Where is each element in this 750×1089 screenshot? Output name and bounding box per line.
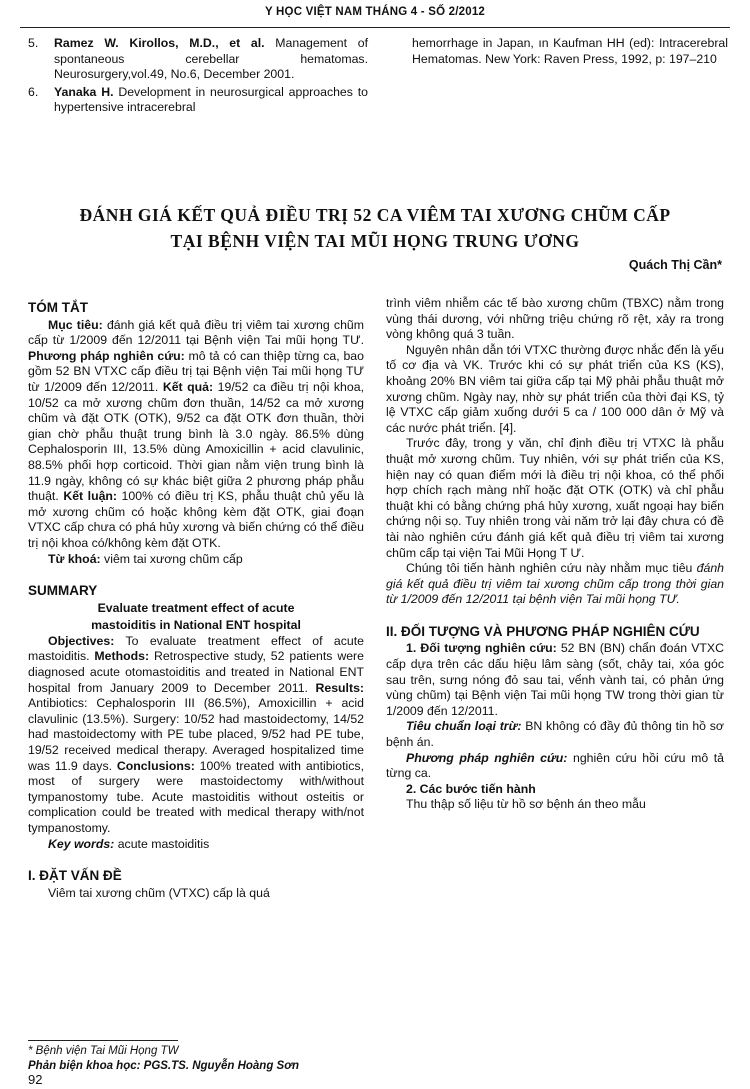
reference-author: Ramez W. Kirollos, M.D., et al. bbox=[54, 36, 265, 50]
journal-header: Y HỌC VIỆT NAM THÁNG 4 - SỐ 2/2012 bbox=[264, 6, 486, 18]
exclusion-paragraph bbox=[386, 719, 724, 750]
steps-label: 2. Các bước tiến hành bbox=[406, 781, 536, 796]
reference-number: 6. bbox=[28, 84, 39, 99]
objectives-text: To evaluate treatment effect of acute mastoiditis. bbox=[28, 633, 364, 664]
results-text: Antibiotics: Cephalosporin III (86.5%), Amoxicillin + acid clavulinic (13.5%). Surgery: 10/52 had mastoidectomy, 14/52 had mastoidectomy with PE tube placed, 9/52 had PE tube, 19/52 received medical therapy. Averaged hospitalized time was 11.9 days. bbox=[28, 696, 364, 773]
methods-text: Retrospective study, 52 patients were diagnosed acute otomastoiditis and treated in National ENT hospital from January 2009 to December 2011. bbox=[28, 649, 364, 695]
intro-heading: I. ĐẶT VẤN ĐỀ bbox=[28, 868, 122, 884]
summary-heading: SUMMARY bbox=[28, 583, 98, 599]
subjects-text: 52 BN (BN) chẩn đoán VTXC cấp dựa trên các dấu hiệu lâm sàng (sốt, chảy tai, xóa góc sau trên, sưng nóng đỏ sau tai, vểnh vành tai, có phản ứng vùng chũm) tại Bệnh viện Tai mũi họng TW trong thời gian từ 1/2009 đến 12/2011. bbox=[386, 641, 724, 718]
conclusions-label: Conclusions: bbox=[116, 758, 195, 773]
references-left-column bbox=[28, 36, 368, 118]
subjects-paragraph bbox=[386, 641, 724, 719]
page-number: 92 bbox=[28, 1072, 43, 1087]
objectives-label: Objectives: bbox=[48, 633, 115, 648]
affiliation-note: * Bệnh viện Tai Mũi Họng TW bbox=[28, 1045, 179, 1057]
methods-label: Methods: bbox=[94, 649, 150, 664]
objective-italic: đánh giá kết quả điều trị viêm tai xương chũm cấp trong thời gian từ 1/2009 đến 12/2011 tại bệnh viện Tai mũi họng TƯ. bbox=[386, 561, 724, 607]
references-right-column bbox=[412, 36, 728, 69]
methods-heading: II. ĐỐI TƯỢNG VÀ PHƯƠNG PHÁP NGHIÊN CỨU bbox=[386, 623, 700, 639]
method-text: mô tả có can thiệp từng ca, bao gồm 52 BN VTXC cấp điều trị tại Bệnh viện Tai mũi họng TƯ từ 1/2009 đến 12/2011. bbox=[28, 348, 364, 394]
footnote bbox=[28, 1044, 299, 1074]
keywords-en-text: acute mastoiditis bbox=[114, 836, 210, 851]
keywords-text: viêm tai xương chũm cấp bbox=[100, 551, 243, 566]
summary-paragraph bbox=[28, 634, 364, 837]
keywords-en bbox=[28, 837, 364, 853]
conclusions-text: 100% treated with antibiotics, most of surgery were mastoidectomy with/without tympanostomy tube. Acute mastoiditis without osteitis or complication could be treated with medical therapy with/not tympanostomy. bbox=[28, 758, 364, 835]
study-method-text: nghiên cứu hồi cứu mô tả từng ca. bbox=[386, 750, 724, 781]
title-line-1: ĐÁNH GIÁ KẾT QUẢ ĐIỀU TRỊ 52 CA VIÊM TAI XƯƠNG CHŨM CẤP bbox=[79, 205, 671, 225]
result-text: 19/52 ca điều trị nội khoa, 10/52 ca mở xương chũm đơn thuần, 14/52 ca mở xương chũm và đặt OTK (OTK), 9/52 ca đặt OTK đơn thuần, thời gian chờ phẫu thuật trung bình là 3.0 ngày. 86.5% dùng Cephalosporin III, 13.5% dùng Amoxicillin + acid clavulinic, 88.5% phối hợp corticoid. Thời gian nằm viện trung bình là 11.9 ngày, không có sự khác biệt giữa 2 phương pháp phẫu thuật. bbox=[28, 379, 364, 504]
footnote-rule bbox=[28, 1040, 178, 1041]
exclusion-text: BN không có đầy đủ thông tin hồ sơ bệnh án. bbox=[386, 719, 724, 750]
body-paragraph: trình viêm nhiễm các tế bào xương chũm (TBXC) nằm trong vùng thái dương, với những triệu chứng rõ rệt, xảy ra trong vòng không quá 3 tuần. bbox=[386, 296, 724, 342]
article-title bbox=[40, 202, 710, 254]
tomtat-heading: TÓM TẮT bbox=[28, 300, 88, 315]
keywords-vn bbox=[28, 552, 364, 568]
study-method-paragraph bbox=[386, 751, 724, 782]
exclusion-label: Tiêu chuẩn loại trừ: bbox=[406, 719, 522, 734]
steps-paragraph: Thu thập số liệu từ hồ sơ bệnh án theo mẫu bbox=[406, 797, 646, 812]
reference-continuation bbox=[412, 36, 728, 67]
title-line-2: TẠI BỆNH VIỆN TAI MŨI HỌNG TRUNG ƯƠNG bbox=[170, 231, 580, 251]
keywords-en-label: Key words: bbox=[48, 836, 115, 851]
subjects-label: 1. Đối tượng nghiên cứu: bbox=[406, 641, 557, 656]
body-paragraph: Nguyên nhân dẫn tới VTXC thường được nhắc đến là yếu tố cơ địa và VK. Trước khi có sự phát triển của KS (KS), khoảng 20% BN viêm tai giữa cấp tại Mỹ phải phẫu thuật mở xương chũm. Ngày nay, nhờ sự phát triển của thời đại KS, tỷ lệ VTXC cấp giảm xuống dưới 5 ca / 100 000 dân ở Mỹ và các nước phát triển. [4]. bbox=[386, 342, 724, 435]
left-column bbox=[28, 300, 364, 901]
reference-item bbox=[28, 36, 368, 83]
body-paragraph: Trước đây, trong y văn, chỉ định điều trị VTXC là phẫu thuật mở xương chũm. Tuy nhiên, với sự phát triển của KS, hiện nay có quan điểm mới là điều trị nội khoa, có thể phối hợp chích rạch màng nhĩ hoặc đặt OTK (OTK) và chỉ phẫu thuật khi có bằng chứng phá hủy xương, xuất ngoại hay biến chứng nội sọ. Tuy nhiên trong vài năm trở lại đây chưa có đề tài nào nghiên cứu đánh giá kết quả điều trị viêm tai xương chũm cấp tại viện Tai Mũi Họng T Ư. bbox=[386, 436, 724, 560]
author-name: Quách Thị Cần* bbox=[628, 258, 722, 272]
method-label: Phương pháp nghiên cứu: bbox=[28, 348, 185, 363]
result-label: Kết quả: bbox=[162, 379, 214, 394]
reference-text bbox=[54, 36, 368, 83]
intro-paragraph: Viêm tai xương chũm (VTXC) cấp là quá bbox=[48, 885, 270, 900]
objective-text: đánh giá kết quả điều trị viêm tai xương chũm cấp từ 1/2009 đến 12/2011 tại Bệnh viện Tai mũi họng TƯ. bbox=[28, 317, 364, 348]
keywords-label: Từ khoá: bbox=[48, 551, 101, 566]
summary-title-line-1: Evaluate treatment effect of acute bbox=[97, 600, 295, 615]
tomtat-paragraph bbox=[28, 318, 364, 552]
reference-text bbox=[54, 85, 368, 116]
conclusion-label: Kết luận: bbox=[63, 489, 118, 504]
conclusion-text: 100% có điều trị KS, phẫu thuật chủ yếu là mở xương chũm có hoặc không kèm đặt OTK, giai đoạn VTXC cấp chưa có phá hủy xương và biến chứng có thể điều trị nội khoa có/không kèm đặt OTK. bbox=[28, 489, 364, 550]
objective-label: Mục tiêu: bbox=[48, 317, 103, 332]
reference-item bbox=[28, 85, 368, 116]
results-label: Results: bbox=[315, 680, 364, 695]
summary-title-line-2: mastoiditis in National ENT hospital bbox=[91, 618, 301, 633]
reviewer-note: Phản biện khoa học: PGS.TS. Nguyễn Hoàng Sơn bbox=[28, 1060, 299, 1072]
reference-body: hemorrhage in Japan, ın Kaufman HH (ed): Intracerebral Hematomas. New York: Raven Press, 1992, p: 197–210 bbox=[412, 36, 728, 66]
right-column bbox=[386, 296, 724, 813]
steps-heading bbox=[386, 782, 724, 798]
objective-paragraph bbox=[386, 561, 724, 608]
objective-intro: Chúng tôi tiến hành nghiên cứu này nhằm mục tiêu bbox=[406, 561, 697, 576]
study-method-label: Phương pháp nghiên cứu: bbox=[406, 750, 568, 765]
reference-body: Management of spontaneous cerebellar hematomas. Neurosurgery,vol.49, No.6, December 2001. bbox=[54, 36, 368, 81]
header-rule bbox=[20, 27, 730, 28]
reference-number: 5. bbox=[28, 36, 39, 50]
reference-author: Yanaka H. bbox=[54, 84, 114, 99]
reference-body: Development in neurosurgical approaches to hypertensive intracerebral bbox=[54, 84, 368, 114]
